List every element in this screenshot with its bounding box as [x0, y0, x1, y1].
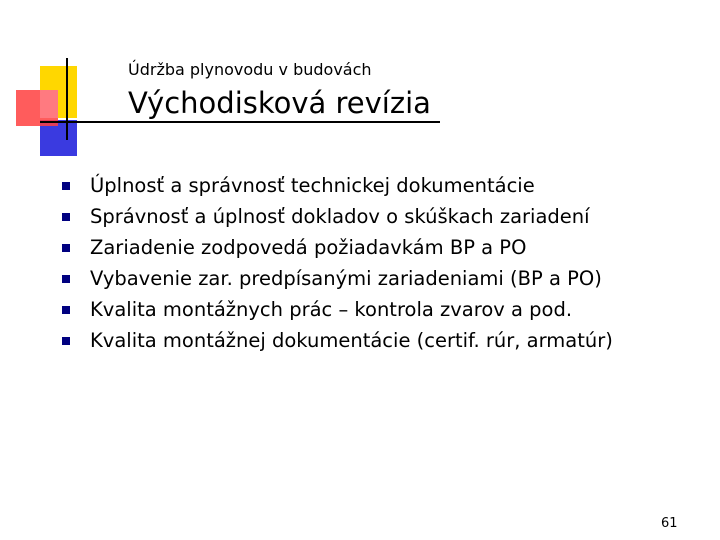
- square-bullet-icon: [62, 244, 70, 252]
- bullet-text: Úplnosť a správnosť technickej dokumentácie: [90, 174, 535, 197]
- square-bullet-icon: [62, 275, 70, 283]
- bullet-text: Kvalita montážnych prác – kontrola zvarov a pod.: [90, 298, 573, 321]
- bullet-item: [62, 325, 613, 356]
- square-bullet-icon: [62, 337, 70, 345]
- square-bullet-icon: [62, 213, 70, 221]
- bullet-text: Vybavenie zar. predpísanými zariadeniami (BP a PO): [90, 267, 602, 290]
- square-bullet-icon: [62, 306, 70, 314]
- bullet-list: [62, 170, 613, 356]
- bullet-item: [62, 201, 613, 232]
- page-number: 61: [661, 516, 678, 531]
- square-bullet-icon: [62, 182, 70, 190]
- bullet-item: [62, 170, 613, 201]
- bullet-text: Zariadenie zodpovedá požiadavkám BP a PO: [90, 236, 527, 259]
- slide-subtitle: Údržba plynovodu v budovách: [128, 60, 372, 79]
- slide-title: Východisková revízia: [128, 86, 431, 120]
- bullet-text: Správnosť a úplnosť dokladov o skúškach zariadení: [90, 205, 590, 228]
- decoration-pink-square: [40, 90, 58, 118]
- bullet-item: [62, 294, 613, 325]
- bullet-text: Kvalita montážnej dokumentácie (certif. rúr, armatúr): [90, 329, 613, 352]
- bullet-item: [62, 263, 613, 294]
- bullet-item: [62, 232, 613, 263]
